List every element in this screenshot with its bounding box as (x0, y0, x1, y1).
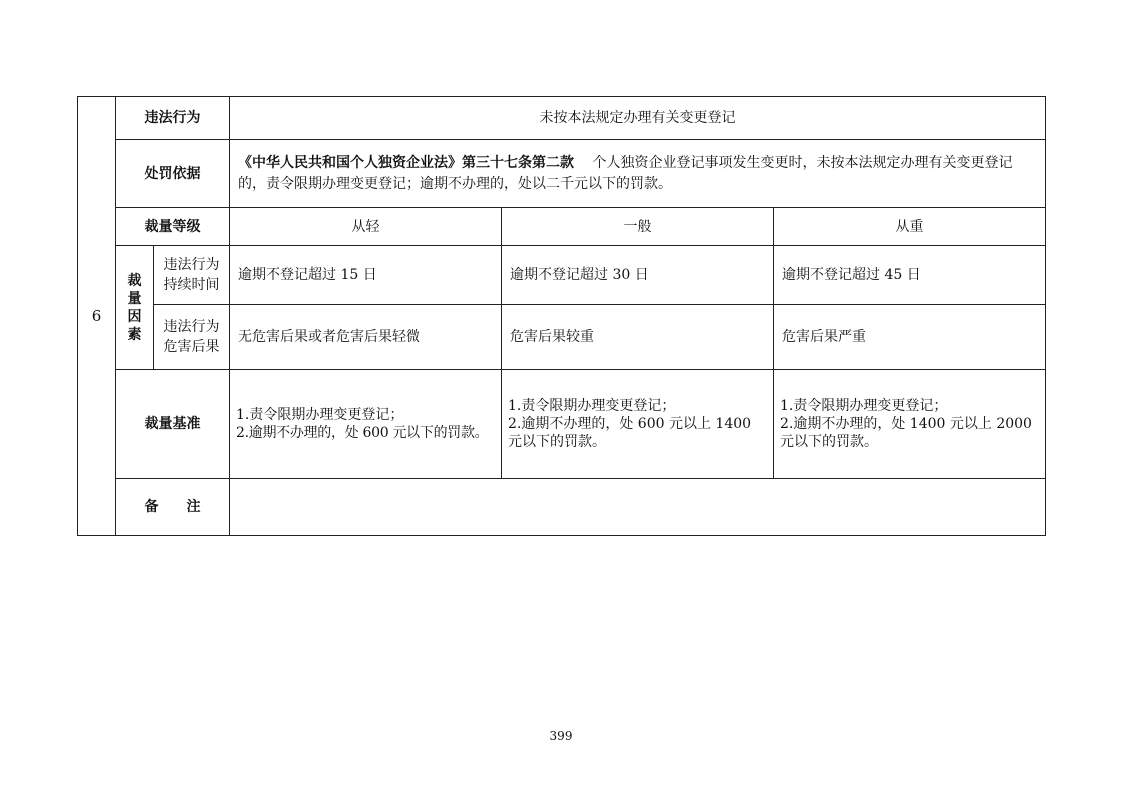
grade-row (78, 208, 1046, 246)
remark-row (78, 479, 1046, 536)
discretion-table (77, 96, 1046, 536)
harm-label-line: 危害后果 (163, 339, 220, 355)
basis-row (78, 140, 1046, 208)
harm-heavy: 危害后果严重 (774, 305, 1046, 370)
remark-label-char: 注 (186, 499, 201, 515)
standard-line: 2.逾期不办理的，处 1400 元以上 2000 元以下的罚款。 (780, 416, 1032, 450)
violation-row (78, 97, 1046, 140)
basis-law-title: 《中华人民共和国个人独资企业法》第三十七条第二款 (238, 154, 574, 171)
duration-row (78, 246, 1046, 305)
harm-label-line: 违法行为 (163, 319, 220, 335)
standard-label: 裁量基准 (116, 370, 230, 479)
duration-general: 逾期不登记超过 30 日 (502, 246, 774, 305)
harm-row (78, 305, 1046, 370)
grade-light: 从轻 (230, 208, 502, 246)
page-number: 399 (549, 729, 573, 743)
violation-label: 违法行为 (116, 97, 230, 140)
harm-label (154, 305, 230, 370)
standard-line: 2.逾期不办理的，处 600 元以下的罚款。 (236, 425, 489, 441)
remark-label (116, 479, 230, 536)
factors-label-char: 素 (127, 326, 142, 343)
factors-label-char: 量 (127, 290, 142, 307)
harm-light: 无危害后果或者危害后果轻微 (230, 305, 502, 370)
remark-label-char: 备 (144, 499, 159, 515)
standard-heavy (774, 370, 1046, 479)
item-number: 6 (78, 97, 116, 536)
grade-general: 一般 (502, 208, 774, 246)
standard-line: 1.责令限期办理变更登记； (236, 407, 404, 423)
remark-value (230, 479, 1046, 536)
duration-heavy: 逾期不登记超过 45 日 (774, 246, 1046, 305)
duration-label-line: 违法行为 (163, 257, 220, 273)
basis-law-text: 个人独资企业登记事项发生变更时，未按本法规定办理有关变更登记的，责令限期办理变更登记；逾期不办理的，处以二千元以下的罚款。 (238, 154, 1013, 192)
standard-line: 1.责令限期办理变更登记； (780, 398, 948, 414)
factors-label-char: 裁 (127, 272, 142, 289)
duration-light: 逾期不登记超过 15 日 (230, 246, 502, 305)
factors-label (116, 246, 154, 370)
standard-line: 1.责令限期办理变更登记； (508, 398, 676, 414)
duration-label-line: 持续时间 (163, 277, 220, 293)
basis-label: 处罚依据 (116, 140, 230, 208)
duration-label (154, 246, 230, 305)
grade-heavy: 从重 (774, 208, 1046, 246)
basis-value (230, 140, 1046, 208)
standard-general (502, 370, 774, 479)
standard-light (230, 370, 502, 479)
factors-label-char: 因 (127, 308, 142, 325)
standard-line: 2.逾期不办理的，处 600 元以上 1400 元以下的罚款。 (508, 416, 752, 450)
grade-label: 裁量等级 (116, 208, 230, 246)
standard-row (78, 370, 1046, 479)
violation-value: 未按本法规定办理有关变更登记 (230, 97, 1046, 140)
harm-general: 危害后果较重 (502, 305, 774, 370)
